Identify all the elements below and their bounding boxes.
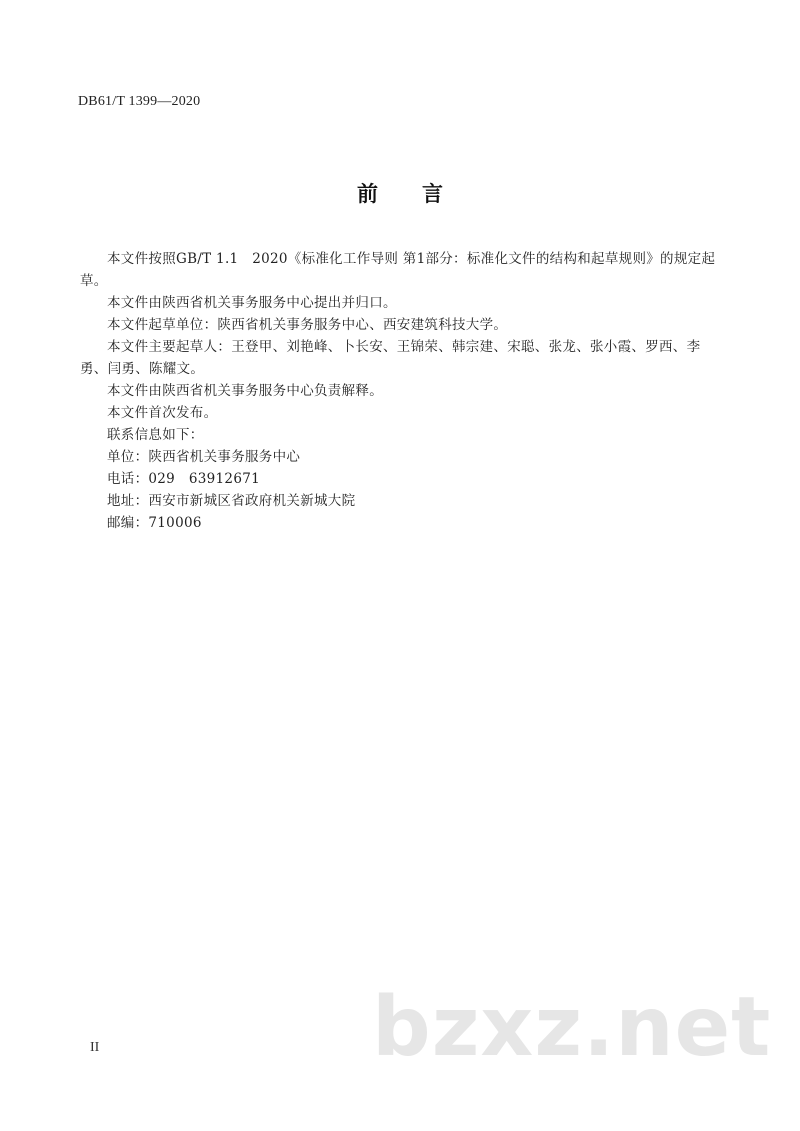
foreword-body <box>80 248 720 534</box>
paragraph-drafting-units: 本文件起草单位：陕西省机关事务服务中心、西安建筑科技大学。 <box>107 317 508 333</box>
paragraph-proposer: 本文件由陕西省机关事务服务中心提出并归口。 <box>107 295 397 311</box>
document-code: DB61/T 1399—2020 <box>78 94 201 109</box>
paragraph-drafters: 本文件主要起草人：王登甲、刘艳峰、卜长安、王锦荣、韩宗建、宋聪、张龙、张小霞、罗西、李勇、闫勇、陈耀文。 <box>80 339 701 377</box>
paragraph-contact-heading: 联系信息如下： <box>107 427 204 443</box>
paragraph-drafting-rules: 本文件按照GB/T 1.1 2020《标准化工作导则 第1部分：标准化文件的结构和起草规则》的规定起草。 <box>80 251 716 289</box>
contact-phone: 电话：029 63912671 <box>107 471 260 487</box>
contact-unit: 单位：陕西省机关事务服务中心 <box>107 449 301 465</box>
paragraph-interpretation: 本文件由陕西省机关事务服务中心负责解释。 <box>107 383 383 399</box>
contact-address: 地址：西安市新城区省政府机关新城大院 <box>107 493 356 509</box>
paragraph-first-release: 本文件首次发布。 <box>107 405 218 421</box>
page-number: II <box>90 1040 100 1055</box>
page-title: 前言 <box>357 182 487 206</box>
contact-postcode: 邮编：710006 <box>107 515 202 531</box>
watermark-logo: bzxz.net <box>372 980 772 1075</box>
